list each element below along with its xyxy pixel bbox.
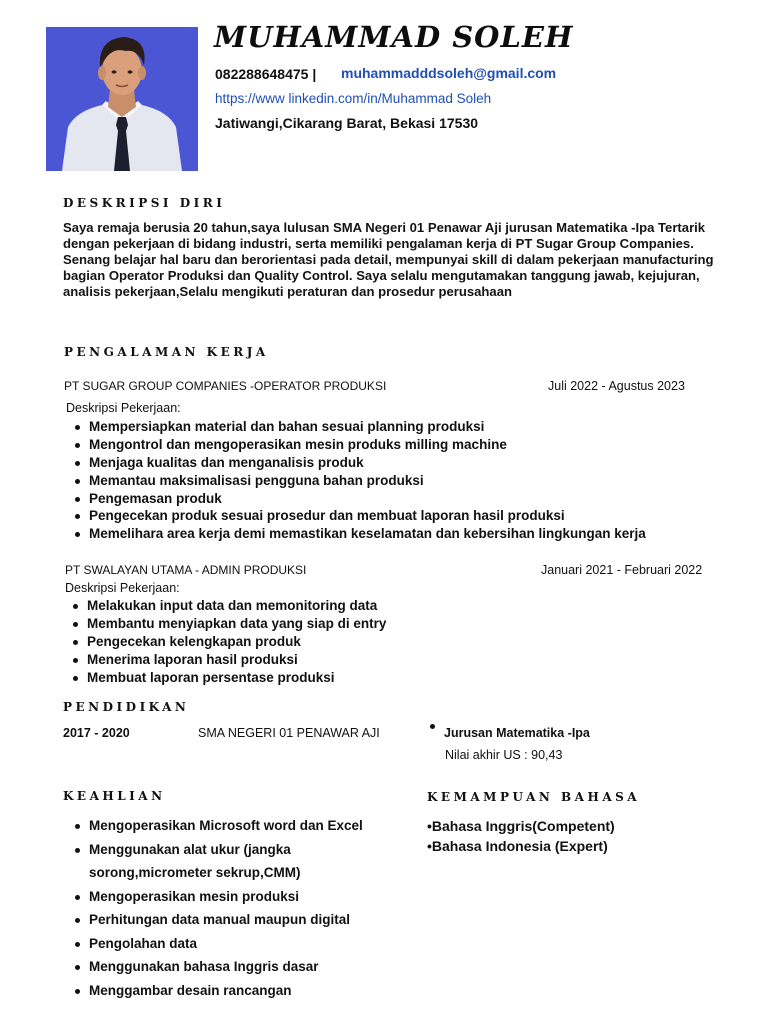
education-score: Nilai akhir US : 90,43 bbox=[445, 748, 563, 762]
job-tasks-1 bbox=[65, 418, 646, 543]
list-item: Mengoperasikan mesin produksi bbox=[89, 885, 363, 909]
person-photo-icon bbox=[46, 27, 198, 171]
candidate-name: MUHAMMAD SOLEH bbox=[214, 20, 574, 54]
list-item: Pengemasan produk bbox=[89, 490, 646, 508]
list-item: Jurusan Matematika -Ipa bbox=[444, 726, 590, 740]
list-item: Menggambar desain rancangan bbox=[89, 979, 363, 1003]
education-school: SMA NEGERI 01 PENAWAR AJI bbox=[198, 726, 380, 740]
profile-photo bbox=[46, 27, 198, 171]
list-item-continuation: sorong,micrometer sekrup,CMM) bbox=[89, 865, 301, 880]
skills-list bbox=[65, 814, 363, 1002]
list-item: Menerima laporan hasil produksi bbox=[87, 651, 386, 669]
linkedin-link[interactable]: https://www linkedin.com/in/Muhammad Soleh bbox=[215, 91, 492, 106]
job-tasks-2 bbox=[63, 597, 386, 686]
section-title-skills: KEAHLIAN bbox=[63, 789, 166, 803]
list-item: Menggunakan bahasa Inggris dasar bbox=[89, 955, 363, 979]
job-dates-1: Juli 2022 - Agustus 2023 bbox=[548, 379, 685, 393]
list-item: Menjaga kualitas dan menganalisis produk bbox=[89, 454, 646, 472]
job-title-1: PT SUGAR GROUP COMPANIES -OPERATOR PRODUKSI bbox=[64, 379, 387, 393]
list-item: Pengecekan kelengkapan produk bbox=[87, 633, 386, 651]
list-item: Pengecekan produk sesuai prosedur dan membuat laporan hasil produksi bbox=[89, 507, 646, 525]
job-desc-label-1: Deskripsi Pekerjaan: bbox=[66, 401, 181, 415]
section-title-experience: PENGALAMAN KERJA bbox=[64, 345, 269, 359]
list-item: Membuat laporan persentase produksi bbox=[87, 669, 386, 687]
job-title-2: PT SWALAYAN UTAMA - ADMIN PRODUKSI bbox=[65, 563, 307, 577]
list-item: Mengontrol dan mengoperasikan mesin produks milling machine bbox=[89, 436, 646, 454]
job-desc-label-2: Deskripsi Pekerjaan: bbox=[65, 581, 180, 595]
education-details bbox=[420, 724, 590, 742]
list-item: Pengolahan data bbox=[89, 932, 363, 956]
job-dates-2: Januari 2021 - Februari 2022 bbox=[541, 563, 703, 577]
phone-number: 082288648475 | bbox=[215, 66, 317, 82]
education-years: 2017 - 2020 bbox=[63, 726, 130, 740]
list-item: Melakukan input data dan memonitoring data bbox=[87, 597, 386, 615]
list-item: Perhitungan data manual maupun digital bbox=[89, 908, 363, 932]
list-item: Mempersiapkan material dan bahan sesuai planning produksi bbox=[89, 418, 646, 436]
list-item: Memantau maksimalisasi pengguna bahan produksi bbox=[89, 472, 646, 490]
language-item-indonesian: •Bahasa Indonesia (Expert) bbox=[427, 838, 608, 854]
section-title-profile: DESKRIPSI DIRI bbox=[63, 196, 226, 210]
email-link[interactable]: muhammadddsoleh@gmail.com bbox=[341, 65, 557, 81]
list-item: Membantu menyiapkan data yang siap di entry bbox=[87, 615, 387, 631]
list-item: Menggunakan alat ukur (jangka bbox=[89, 838, 363, 862]
address: Jatiwangi,Cikarang Barat, Bekasi 17530 bbox=[215, 115, 479, 131]
profile-description: Saya remaja berusia 20 tahun,saya lulusan SMA Negeri 01 Penawar Aji jurusan Matematika -Ipa Tertarik dengan pekerjaan di bidang industri, serta memiliki pengalaman kerja di PT Sugar Group Companies. Senang belajar hal baru dan berorientasi pada detail, mempunyai skill di dalam pekerjaan manufacturing bagian Operator Produksi dan Quality Control. Saya selalu mengutamakan tanggung jawab, kejujuran, analisis pekerjaan,Selalu mengikuti peraturan dan prosedur perusahaan bbox=[63, 220, 714, 300]
section-title-education: PENDIDIKAN bbox=[63, 700, 190, 714]
section-title-languages: KEMAMPUAN BAHASA bbox=[427, 790, 641, 804]
list-item: Memelihara area kerja demi memastikan keselamatan dan kebersihan lingkungan kerja bbox=[89, 526, 646, 542]
list-item: Mengoperasikan Microsoft word dan Excel bbox=[89, 814, 363, 838]
language-item-english: •Bahasa Inggris(Competent) bbox=[427, 818, 615, 834]
